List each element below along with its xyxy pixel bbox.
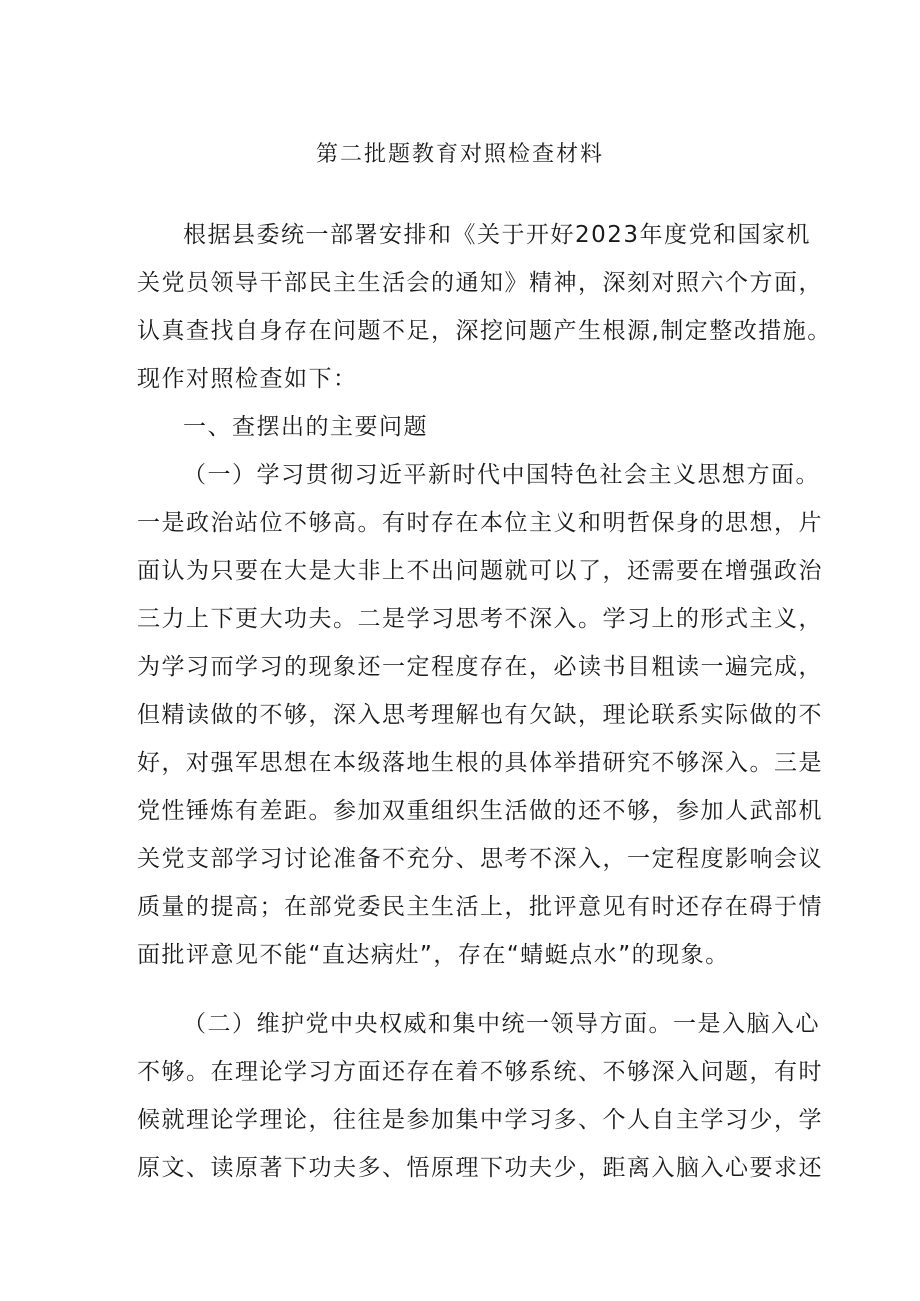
subsection-heading: （二）维护党中央权威和集中统一领导方面。一是入脑入心 — [183, 1011, 820, 1037]
section-heading: 一、查摆出的主要问题 — [183, 414, 428, 440]
document-title: 第二批题教育对照检查材料 — [315, 142, 604, 167]
subsection-heading: （一）学习贯彻习近平新时代中国特色社会主义思想方面。 — [183, 462, 820, 488]
paragraph-line: 质量的提高；在部党委民主生活上，批评意见有时还存在碍于情 — [137, 894, 823, 920]
paragraph-line: 关党员领导干部民主生活会的通知》精神，深刻对照六个方面， — [137, 270, 823, 296]
paragraph-line: 一是政治站位不够高。有时存在本位主义和明哲保身的思想，片 — [137, 510, 823, 536]
paragraph-line: 好，对强军思想在本级落地生根的具体举措研究不够深入。三是 — [137, 750, 823, 776]
paragraph-line: 但精读做的不够，深入思考理解也有欠缺，理论联系实际做的不 — [137, 702, 823, 728]
paragraph-line: 为学习而学习的现象还一定程度存在，必读书目粗读一遍完成， — [137, 654, 823, 680]
paragraph-line: 不够。在理论学习方面还存在着不够系统、不够深入问题，有时 — [137, 1059, 823, 1085]
paragraph-line: 关党支部学习讨论准备不充分、思考不深入，一定程度影响会议 — [137, 846, 823, 872]
paragraph-line: 面批评意见不能“直达病灶”，存在“蜻蜓点水”的现象。 — [137, 942, 730, 968]
paragraph-line: 候就理论学理论，往往是参加集中学习多、个人自主学习少，学 — [137, 1107, 823, 1133]
paragraph-line: 原文、读原著下功夫多、悟原理下功夫少，距离入脑入心要求还 — [137, 1155, 823, 1181]
paragraph-line: 三力上下更大功夫。二是学习思考不深入。学习上的形式主义， — [137, 606, 823, 632]
paragraph-line: 现作对照检查如下： — [137, 366, 358, 392]
paragraph-line: 面认为只要在大是大非上不出问题就可以了，还需要在增强政治 — [137, 558, 823, 584]
paragraph-line: 根据县委统一部署安排和《关于开好2023年度党和国家机 — [183, 222, 812, 248]
paragraph-line: 认真查找自身存在问题不足，深挖问题产生根源,制定整改措施。 — [137, 318, 832, 344]
paragraph-line: 党性锤炼有差距。参加双重组织生活做的还不够，参加人武部机 — [137, 798, 823, 824]
